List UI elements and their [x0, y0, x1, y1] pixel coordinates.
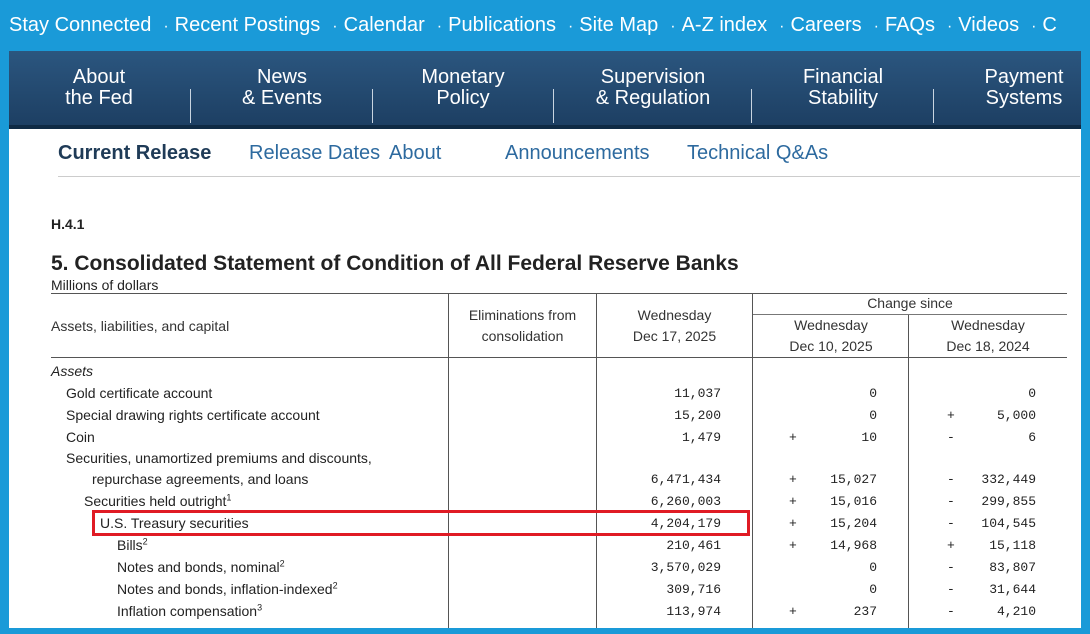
header-line: Dec 17, 2025 [632, 328, 717, 344]
row-label: repurchase agreements, and loans [92, 471, 309, 487]
row-sign-week: + [789, 494, 797, 509]
row-change-year: 104,545 [981, 516, 1036, 531]
tab-release-dates[interactable]: Release Dates [249, 142, 381, 164]
header-assets-liabilities: Assets, liabilities, and capital [51, 318, 230, 334]
header-line: Eliminations from [468, 307, 577, 323]
footnote-ref[interactable]: 2 [279, 558, 285, 569]
util-link-careers[interactable]: Careers [790, 14, 862, 36]
nav-label-line1: News [256, 66, 307, 88]
row-change-year: 83,807 [989, 560, 1036, 575]
utility-nav [0, 0, 1090, 51]
util-link-recent-postings[interactable]: Recent Postings [174, 14, 321, 36]
tab-technical-qas[interactable]: Technical Q&As [687, 142, 829, 164]
row-change-year: 0 [1028, 386, 1036, 401]
header-line: Wednesday [794, 317, 868, 333]
row-sign-week: + [789, 604, 797, 619]
nav-divider [933, 89, 934, 123]
units-label: Millions of dollars [51, 277, 159, 293]
row-label [117, 581, 338, 597]
release-tabs [58, 130, 1080, 177]
row-label-text: Notes and bonds, inflation-indexed [117, 581, 333, 597]
tab-current-release[interactable]: Current Release [58, 142, 212, 164]
header-wednesday-current [597, 305, 752, 347]
row-sign-year: - [947, 582, 955, 597]
row-change-week: 237 [853, 604, 877, 619]
nav-label-line2: & Events [241, 87, 323, 109]
row-label: Coin [66, 429, 95, 445]
header-line: Dec 18, 2024 [946, 338, 1030, 354]
header-line: Dec 10, 2025 [789, 338, 873, 354]
row-change-year: 332,449 [981, 472, 1036, 487]
nav-label-line1: About [72, 66, 126, 88]
row-sign-week: + [789, 538, 797, 553]
header-eliminations [449, 305, 596, 347]
footnote-ref[interactable]: 2 [142, 536, 148, 547]
row-sign-year: - [947, 604, 955, 619]
row-sign-year: - [947, 494, 955, 509]
util-separator: · [779, 18, 785, 35]
row-change-week: 0 [869, 560, 877, 575]
util-link-a-z-index[interactable]: A-Z index [681, 14, 768, 36]
header-change-since: Change since [867, 295, 953, 311]
nav-about-the-fed[interactable] [34, 51, 164, 125]
util-link-calendar[interactable]: Calendar [343, 14, 425, 36]
row-change-week: 0 [869, 582, 877, 597]
row-change-week: 10 [861, 430, 877, 445]
row-value: 1,479 [681, 430, 721, 445]
nav-divider [553, 89, 554, 123]
main-nav [9, 51, 1081, 129]
row-label-text: Bills [117, 537, 143, 553]
nav-divider [372, 89, 373, 123]
header-line: consolidation [481, 328, 564, 344]
nav-news-events[interactable] [217, 51, 347, 125]
row-label: Special drawing rights certificate account [66, 407, 320, 423]
row-sign-week: + [789, 472, 797, 487]
row-value: 113,974 [666, 604, 721, 619]
row-change-year: 6 [1028, 430, 1036, 445]
row-label [84, 493, 231, 509]
row-change-week: 14,968 [830, 538, 877, 553]
util-link-site-map[interactable]: Site Map [579, 14, 659, 36]
row-label: Gold certificate account [66, 385, 213, 401]
nav-supervision-regulation[interactable] [578, 51, 728, 125]
row-sign-year: - [947, 516, 955, 531]
util-separator: · [436, 18, 443, 35]
util-link-stay-connected[interactable]: Stay Connected [9, 14, 152, 36]
row-label: U.S. Treasury securities [100, 515, 249, 531]
row-label-text: Notes and bonds, nominal [117, 559, 280, 575]
util-link-publications[interactable]: Publications [448, 14, 556, 36]
row-value: 6,471,434 [650, 472, 721, 487]
tab-announcements[interactable]: Announcements [505, 142, 650, 164]
row-value: 210,461 [666, 538, 721, 553]
statement-table [51, 293, 1067, 633]
header-bottom-rule [51, 357, 1067, 358]
nav-label-line2: Stability [807, 87, 879, 109]
row-sign-year: - [947, 560, 955, 575]
row-label [117, 603, 262, 619]
row-value: 11,037 [674, 386, 721, 401]
nav-payment-systems[interactable] [959, 51, 1089, 125]
row-label [117, 559, 285, 575]
row-change-week: 0 [869, 408, 877, 423]
release-id: H.4.1 [51, 216, 85, 232]
util-separator: · [873, 18, 879, 35]
util-separator: · [567, 18, 574, 35]
row-change-week: 15,016 [830, 494, 877, 509]
util-separator: · [946, 18, 953, 35]
nav-label-line2: Policy [436, 87, 490, 109]
nav-label-line1: Supervision [600, 66, 706, 88]
nav-divider [190, 89, 191, 123]
row-value: 309,716 [666, 582, 721, 597]
row-sign-year: - [947, 430, 955, 445]
util-link-videos[interactable]: Videos [958, 14, 1020, 36]
row-value: 3,570,029 [650, 560, 721, 575]
section-assets: Assets [51, 363, 94, 379]
row-sign-week: + [789, 516, 797, 531]
util-separator: · [163, 18, 169, 35]
tab-about[interactable]: About [389, 142, 442, 164]
row-value: 4,204,179 [650, 516, 721, 531]
row-sign-year: + [947, 408, 955, 423]
treasury-row-highlight [92, 510, 750, 536]
footnote-ref[interactable]: 1 [226, 492, 232, 503]
header-line: Wednesday [951, 317, 1025, 333]
nav-label-line2: Systems [985, 87, 1063, 109]
row-change-year: 15,118 [989, 538, 1036, 553]
nav-label-line1: Financial [802, 66, 884, 88]
footnote-ref[interactable]: 3 [257, 602, 263, 613]
util-separator: · [332, 18, 338, 35]
header-change-year [909, 315, 1067, 357]
util-link-truncated[interactable]: C [1042, 14, 1057, 36]
nav-monetary-policy[interactable] [398, 51, 528, 125]
row-change-year: 299,855 [981, 494, 1036, 509]
row-change-week: 15,027 [830, 472, 877, 487]
page-title: 5. Consolidated Statement of Condition of All Federal Reserve Banks [51, 252, 739, 275]
row-value: 6,260,003 [650, 494, 721, 509]
util-separator: · [670, 18, 676, 35]
row-label-text: Securities held outright [84, 493, 227, 509]
row-change-year: 31,644 [989, 582, 1036, 597]
row-sign-year: - [947, 472, 955, 487]
header-change-week [753, 315, 909, 357]
row-change-year: 4,210 [996, 604, 1036, 619]
nav-label-line1: Monetary [421, 66, 505, 88]
row-change-week: 15,204 [830, 516, 877, 531]
nav-label-line2: the Fed [65, 87, 133, 109]
nav-label-line1: Payment [984, 66, 1064, 88]
nav-label-line2: & Regulation [595, 87, 711, 109]
row-change-year: 5,000 [996, 408, 1036, 423]
footnote-ref[interactable]: 2 [332, 580, 338, 591]
row-sign-year: + [947, 538, 955, 553]
col-divider [908, 315, 909, 633]
row-value: 15,200 [674, 408, 721, 423]
header-line: Wednesday [637, 307, 712, 323]
nav-financial-stability[interactable] [778, 51, 908, 125]
nav-divider [751, 89, 752, 123]
row-sign-week: + [789, 430, 797, 445]
row-label-text: Inflation compensation [117, 603, 258, 619]
row-change-week: 0 [869, 386, 877, 401]
row-label: Securities, unamortized premiums and discounts, [66, 450, 372, 466]
util-separator: · [1031, 18, 1037, 35]
row-label [117, 537, 148, 553]
util-link-faqs[interactable]: FAQs [884, 14, 935, 36]
